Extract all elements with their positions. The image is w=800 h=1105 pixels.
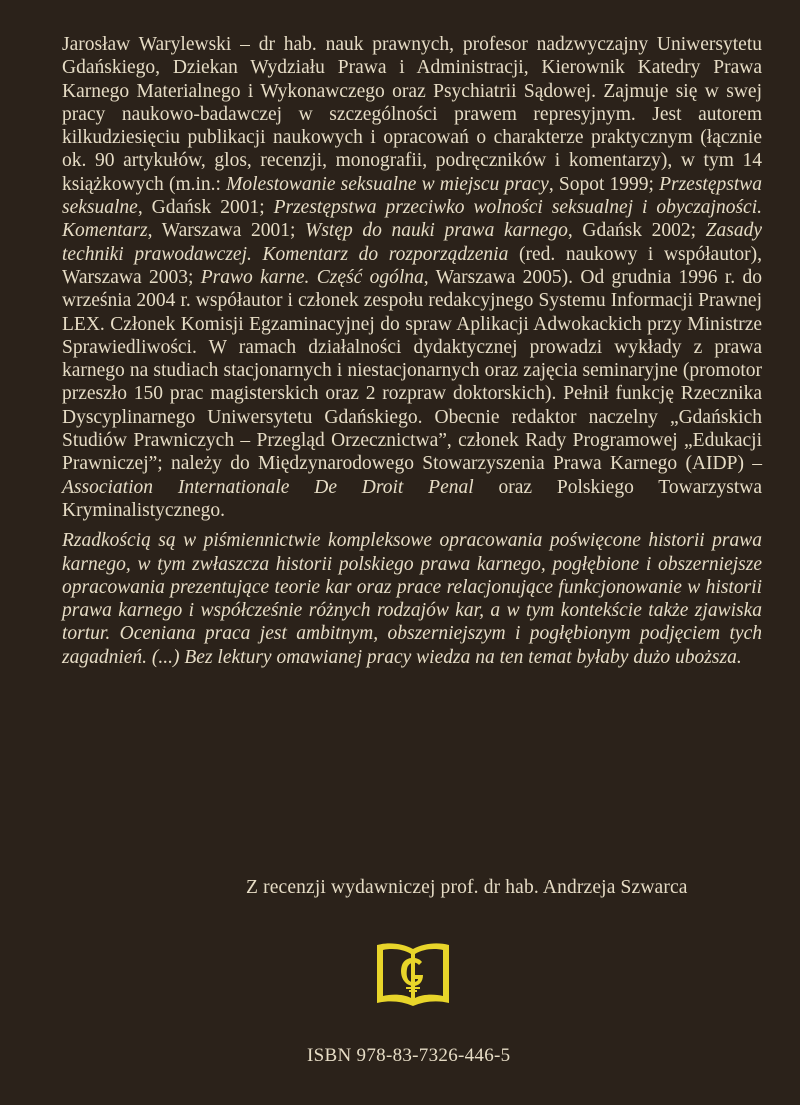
book-title: Prawo karne. Część ogólna (200, 266, 424, 288)
bio-text: , Warszawa 2001; (147, 220, 306, 242)
bio-text: (red. naukowy i współautor), Warszawa 2003; (62, 243, 762, 288)
isbn-number: ISBN 978-83-7326-446-5 (307, 1045, 511, 1066)
book-title: Przestępstwa seksualne (62, 173, 762, 219)
book-title: Zasady techniki prawodawczej. Komentarz do rozporządzenia (62, 220, 762, 265)
book-title: Wstęp do nauki prawa karnego (305, 220, 568, 242)
author-name: Jarosław Warylewski (62, 34, 232, 55)
association-name: Association Internationale De Droit Penal (62, 476, 474, 498)
review-quote: Rzadkością są w piśmiennictwie kompleksowe opracowania poświęcone historii prawa karnego, w tym zwłaszcza historii polskiego prawa karnego, pogłębione i obszerniejsze opracowania prezentujące teorie kar oraz prace relacjonujące funkcjonowanie w historii prawa karnego i współcześnie różnych rodzajów kar, a w tym kontekście także zjawiska tortur. Oceniana praca jest ambitnym, obszerniejszym i pogłębionym podjęciem tych zagadnień. (...) Bez lektury omawianej pracy wiedza na ten temat byłaby dużo uboższa. (62, 530, 762, 668)
cover-text (62, 33, 762, 669)
book-title: Przestępstwa przeciwko wolności seksualnej i obyczajności. Komentarz (62, 197, 762, 242)
book-title: Molestowanie seksualne w miejscu pracy (226, 173, 549, 195)
bio-text: , Warszawa 2005). Od grudnia 1996 r. do września 2004 r. współautor i członek zespołu redakcyjnego Systemu Informacji Prawnej LEX. Członek Komisji Egzaminacyjnej do spraw Aplikacji Adwokackich przy Ministrze Sprawiedliwości. W ramach działalności dydaktycznej prowadzi wykłady z prawa karnego na studiach stacjonarnych i niestacjonarnych oraz zajęcia seminaryjne (promotor przeszło 150 prac magisterskich oraz 2 rozpraw doktorskich). Pełnił funkcję Rzecznika Dyscyplinarnego Uniwersytetu Gdańskiego. Obecnie redaktor naczelny „Gdańskich Studiów Prawniczych – Przegląd Orzecznictwa”, członek Rady Programowej „Edukacji Prawniczej”; należy do Międzynarodowego Stowarzyszenia Prawa Karnego (AIDP) – (62, 266, 762, 475)
bio-text: – dr hab. nauk prawnych, profesor nadzwyczajny Uniwersytetu Gdańskiego, Dziekan Wydziału Prawa i Administracji, Kierownik Katedry Prawa Karnego Materialnego i Wykonawczego oraz Psychiatrii Sądowej. Zajmuje się w swej pracy naukowo-badawczej w szczególności prawem represyjnym. Jest autorem kilkudziesięciu publikacji naukowych i opracowań o charakterze praktycznym (łącznie ok. 90 artykułów, glos, recenzji, monografii, podręczników i komentarzy), w tym 14 książkowych (m.in.: (62, 34, 762, 195)
bio-text: oraz Polskiego Towarzystwa Kryminalistycznego. (62, 476, 762, 521)
author-bio (62, 33, 762, 522)
publisher-book-g-logo-icon (376, 941, 450, 1007)
review-source: Z recenzji wydawniczej prof. dr hab. Andrzeja Szwarca (246, 877, 688, 898)
bio-text: , Gdańsk 2002; (567, 220, 706, 242)
bio-text: , Sopot 1999; (548, 173, 660, 195)
bio-text: , Gdańsk 2001; (137, 197, 274, 219)
